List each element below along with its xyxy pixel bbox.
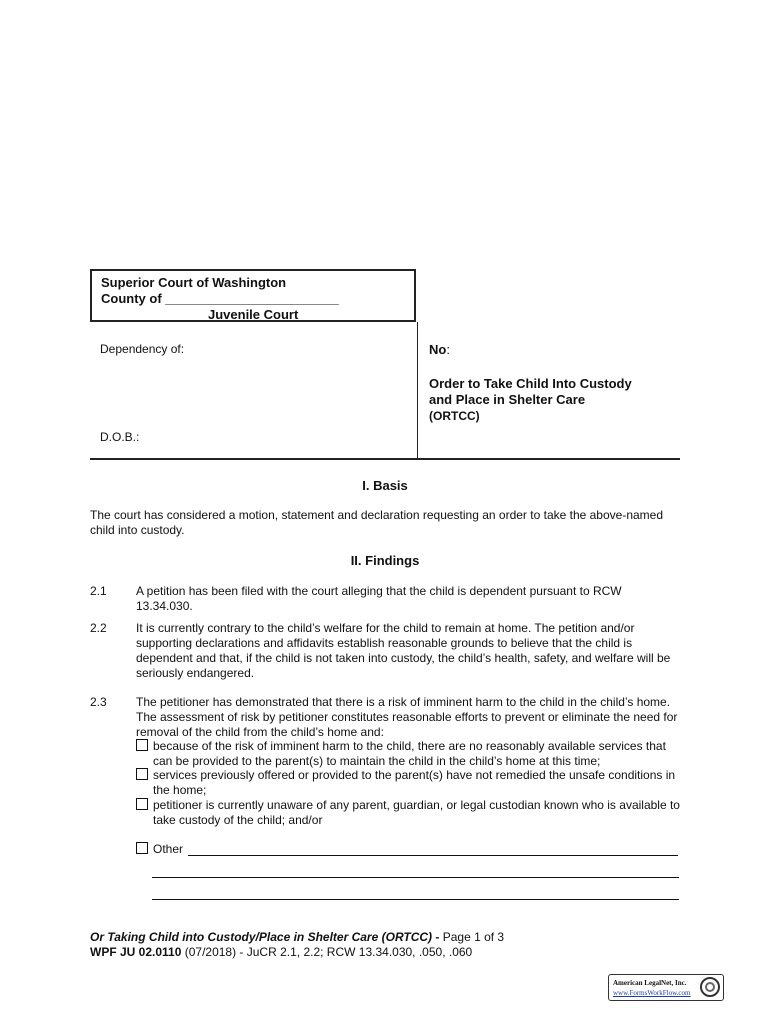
form-abbrev: (ORTCC) xyxy=(429,409,480,423)
basis-paragraph: The court has considered a motion, statement and declaration requesting an order to take the above-named child into custody. xyxy=(90,508,664,537)
case-number-colon: : xyxy=(446,342,450,357)
section-findings-heading: II. Findings xyxy=(350,553,420,568)
checkbox[interactable] xyxy=(136,842,148,854)
form-title-line2: and Place in Shelter Care xyxy=(429,392,586,407)
finding-number: 2.2 xyxy=(90,621,107,635)
footer-form-id: WPF JU 02.0110 xyxy=(90,945,182,959)
option-text: because of the risk of imminent harm to the child, there are no reasonably available services that can be provided to the parent(s) to maintain the child in the child’s home at this time; xyxy=(153,739,666,768)
finding-2-1-text: A petition has been filed with the court alleging that the child is dependent pursuant to RCW 13.34.030. xyxy=(136,584,622,613)
checkbox[interactable] xyxy=(136,798,148,810)
finding-number: 2.1 xyxy=(90,584,107,598)
footer-page-number: Page 1 of 3 xyxy=(442,930,505,944)
option-text: services previously offered or provided to the parent(s) have not remedied the unsafe conditions in the home; xyxy=(153,768,676,797)
vendor-logo-icon xyxy=(700,977,720,997)
finding-2-2-text: It is currently contrary to the child’s welfare for the child to remain at home. The petition and/or supporting declarations and affidavits establish reasonable grounds to believe that the child is dependent and that, if the child is not taken into custody, the child’s health, safety, and welfare will be seriously endangered. xyxy=(136,621,671,680)
footer-form-title xyxy=(90,930,504,944)
case-number-label: No xyxy=(429,342,447,357)
footer-form-number xyxy=(90,945,472,959)
dob-label: D.O.B.: xyxy=(100,430,140,444)
county-field[interactable]: County of ________________________ xyxy=(101,291,339,306)
option-no-custodian xyxy=(136,798,681,827)
vendor-name: American LegalNet, Inc. xyxy=(613,979,687,987)
court-name-box xyxy=(90,269,416,322)
vendor-badge xyxy=(608,974,724,1001)
finding-2-3-text: The petitioner has demonstrated that there is a risk of imminent harm to the child in the child’s home. The assessment of risk by petitioner constitutes reasonable efforts to prevent or eliminate the need for removal of the child from the child’s home and: xyxy=(136,695,678,739)
option-text: petitioner is currently unaware of any parent, guardian, or legal custodian known who is available to take custody of the child; and/or xyxy=(153,798,680,827)
other-input-line[interactable] xyxy=(152,877,679,878)
finding-number: 2.3 xyxy=(90,695,107,709)
checkbox[interactable] xyxy=(136,768,148,780)
option-no-services xyxy=(136,739,681,768)
caption-divider-vertical xyxy=(417,322,418,458)
court-name: Superior Court of Washington xyxy=(101,275,287,290)
other-label: Other xyxy=(153,842,184,856)
caption-divider-horizontal xyxy=(90,458,680,460)
form-title-line1: Order to Take Child Into Custody xyxy=(429,376,632,391)
case-number-field[interactable] xyxy=(429,342,450,357)
other-input-line[interactable] xyxy=(152,899,679,900)
option-services-not-remedied xyxy=(136,768,681,797)
juvenile-court-label: Juvenile Court xyxy=(208,307,299,322)
section-basis-heading: I. Basis xyxy=(362,478,408,493)
footer-citation: (07/2018) - JuCR 2.1, 2.2; RCW 13.34.030, .050, .060 xyxy=(181,945,473,959)
other-input-line[interactable] xyxy=(188,855,678,856)
vendor-link[interactable]: www.FormsWorkFlow.com xyxy=(613,989,691,997)
dependency-label: Dependency of: xyxy=(100,342,185,356)
footer-title-text: Or Taking Child into Custody/Place in Shelter Care (ORTCC) - xyxy=(90,930,443,944)
checkbox[interactable] xyxy=(136,739,148,751)
